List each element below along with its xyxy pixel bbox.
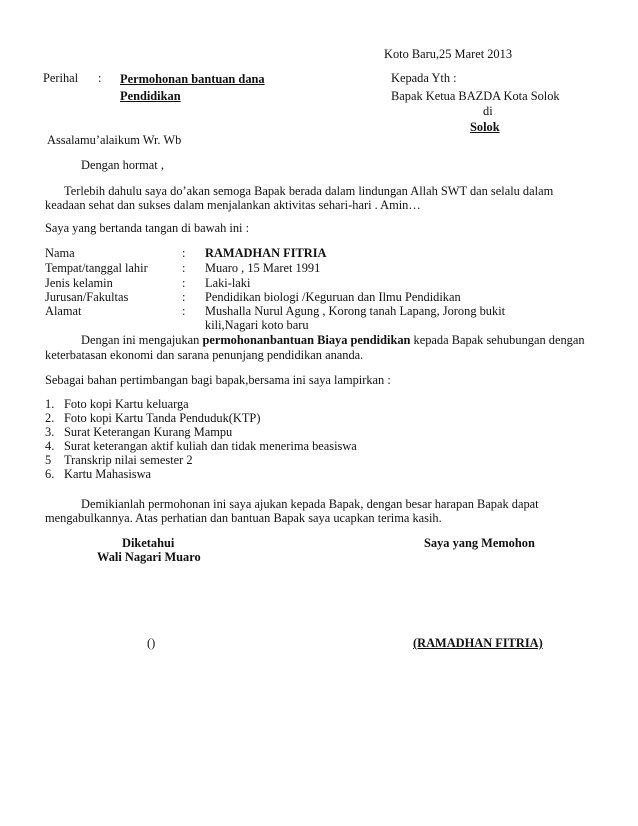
closing-line-1: Demikianlah permohonan ini saya ajukan kepada Bapak, dengan besar harapan Bapak dapat bbox=[81, 497, 539, 511]
identity-label: Alamat bbox=[45, 304, 82, 318]
subject-label: Perihal bbox=[43, 71, 79, 85]
identity-label: Tempat/tanggal lahir bbox=[45, 261, 148, 275]
request-prefix: Dengan ini mengajukan bbox=[81, 333, 203, 347]
identity-colon: : bbox=[182, 276, 186, 290]
salutation: Assalamu’alaikum Wr. Wb bbox=[47, 133, 182, 147]
request-line-2: keterbatasan ekonomi dan sarana penunjang pendidikan ananda. bbox=[45, 348, 364, 362]
signature-left-title: Diketahui bbox=[122, 536, 175, 550]
identity-value: RAMADHAN FITRIA bbox=[205, 246, 327, 260]
identity-colon: : bbox=[182, 246, 186, 260]
identity-value: Pendidikan biologi /Keguruan dan Ilmu Pendidikan bbox=[205, 290, 461, 304]
identity-colon: : bbox=[182, 290, 186, 304]
intro-line-1: Terlebih dahulu saya do’akan semoga Bapak berada dalam lindungan Allah SWT dan selalu dalam bbox=[64, 184, 554, 198]
identity-value: Laki-laki bbox=[205, 276, 251, 290]
signature-right-title: Saya yang Memohon bbox=[424, 536, 535, 550]
request-suffix: kepada Bapak sehubungan dengan bbox=[410, 333, 585, 347]
subject-line-2: Pendidikan bbox=[120, 89, 181, 103]
address-continuation: kili,Nagari koto baru bbox=[205, 318, 309, 332]
signature-left-name: () bbox=[147, 636, 156, 650]
signature-left-role: Wali Nagari Muaro bbox=[97, 550, 201, 564]
request-emphasis: permohonanbantuan Biaya pendidikan bbox=[202, 333, 411, 347]
attachments-intro: Sebagai bahan pertimbangan bagi bapak,bersama ini saya lampirkan : bbox=[45, 373, 391, 387]
list-number: 6. bbox=[45, 467, 55, 481]
identity-value: Muaro , 15 Maret 1991 bbox=[205, 261, 321, 275]
list-number: 3. bbox=[45, 425, 55, 439]
list-text: Foto kopi Kartu Tanda Penduduk(KTP) bbox=[64, 411, 261, 425]
recipient-line-2: Bapak Ketua BAZDA Kota Solok bbox=[391, 89, 560, 103]
subject-colon: : bbox=[98, 71, 102, 85]
recipient-line-3: di bbox=[483, 104, 493, 118]
list-text: Kartu Mahasiswa bbox=[64, 467, 152, 481]
identity-label: Jurusan/Fakultas bbox=[45, 290, 129, 304]
undersigned-statement: Saya yang bertanda tangan di bawah ini : bbox=[45, 221, 250, 235]
list-text: Surat Keterangan Kurang Mampu bbox=[64, 425, 233, 439]
identity-colon: : bbox=[182, 304, 186, 318]
signature-right-name: (RAMADHAN FITRIA) bbox=[413, 636, 543, 650]
identity-value: Mushalla Nurul Agung , Korong tanah Lapang, Jorong bukit bbox=[205, 304, 506, 318]
identity-label: Nama bbox=[45, 246, 75, 260]
list-text: Foto kopi Kartu keluarga bbox=[64, 397, 189, 411]
list-number: 5 bbox=[45, 453, 52, 467]
greeting: Dengan hormat , bbox=[81, 158, 164, 172]
identity-colon: : bbox=[182, 261, 186, 275]
subject-line-1: Permohonan bantuan dana bbox=[120, 72, 265, 86]
list-number: 1. bbox=[45, 397, 55, 411]
identity-label: Jenis kelamin bbox=[45, 276, 113, 290]
list-text: Surat keterangan aktif kuliah dan tidak menerima beasiswa bbox=[64, 439, 357, 453]
list-number: 2. bbox=[45, 411, 55, 425]
recipient-line-1: Kepada Yth : bbox=[391, 71, 457, 85]
recipient-city: Solok bbox=[470, 120, 500, 134]
closing-line-2: mengabulkannya. Atas perhatian dan bantuan Bapak saya ucapkan terima kasih. bbox=[45, 511, 442, 525]
list-text: Transkrip nilai semester 2 bbox=[64, 453, 193, 467]
list-number: 4. bbox=[45, 439, 55, 453]
place-date: Koto Baru,25 Maret 2013 bbox=[384, 47, 513, 61]
intro-line-2: keadaan sehat dan sukses dalam menjalankan aktivitas sehari-hari . Amin… bbox=[45, 198, 421, 212]
request-line-1 bbox=[81, 333, 585, 348]
